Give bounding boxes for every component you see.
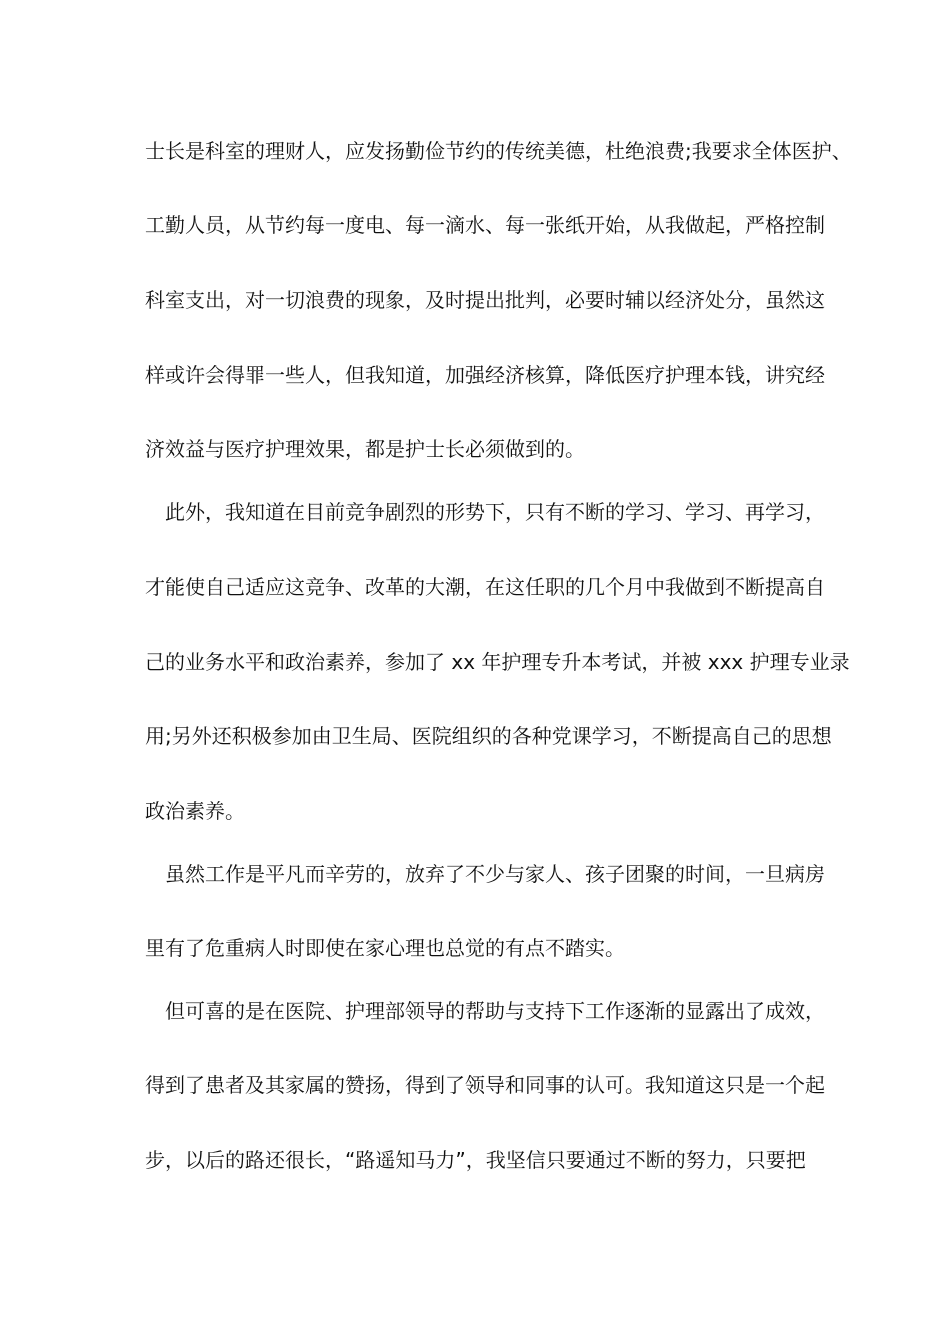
text-line: 才能使自己适应这竞争、改革的大潮，在这任职的几个月中我做到不断提高自 [145,575,825,599]
text-line: 工勤人员，从节约每一度电、每一滴水、每一张纸开始，从我做起，严格控制 [145,213,825,237]
text-line: 科室支出，对一切浪费的现象，及时提出批判，必要时辅以经济处分，虽然这 [145,288,825,312]
text-line: 样或许会得罪一些人，但我知道，加强经济核算，降低医疗护理本钱，讲究经 [145,363,825,387]
text-line: 步，以后的路还很长，“路遥知马力”，我坚信只要通过不断的努力，只要把 [145,1148,806,1172]
text-line: 政治素养。 [145,799,245,823]
text-line: 济效益与医疗护理效果，都是护士长必须做到的。 [145,437,585,461]
text-line: 用;另外还积极参加由卫生局、医院组织的各种党课学习，不断提高自己的思想 [145,724,832,748]
text-line: 得到了患者及其家属的赞扬，得到了领导和同事的认可。我知道这只是一个起 [145,1073,825,1097]
paragraph-start-line: 但可喜的是在医院、护理部领导的帮助与支持下工作逐渐的显露出了成效， [165,999,825,1023]
text-line: 己的业务水平和政治素养，参加了 xx 年护理专升本考试，并被 xxx 护理专业录 [145,650,850,674]
text-line: 里有了危重病人时即使在家心理也总觉的有点不踏实。 [145,936,625,960]
paragraph-start-line: 此外，我知道在目前竞争剧烈的形势下，只有不断的学习、学习、再学习， [165,500,825,524]
paragraph-start-line: 虽然工作是平凡而辛劳的，放弃了不少与家人、孩子团聚的时间，一旦病房 [165,862,825,886]
text-line: 士长是科室的理财人，应发扬勤俭节约的传统美德，杜绝浪费;我要求全体医护、 [145,139,852,163]
